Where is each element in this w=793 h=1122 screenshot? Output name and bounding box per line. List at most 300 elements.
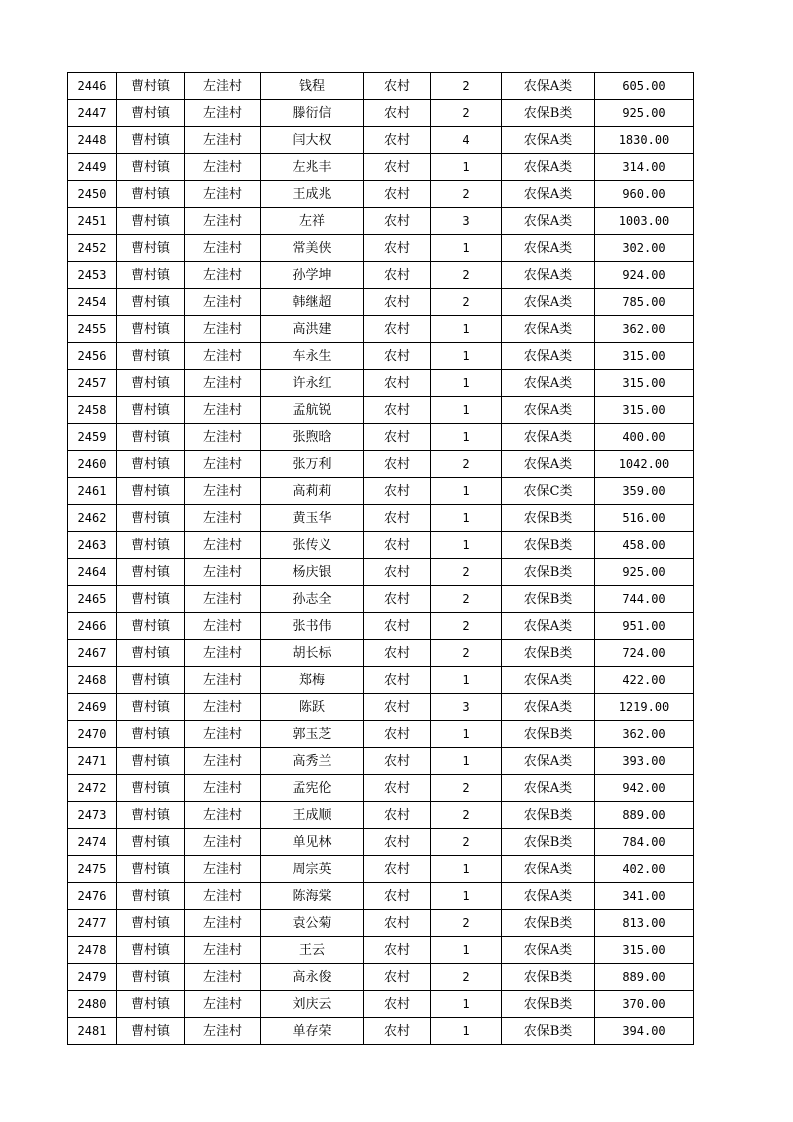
table-row bbox=[68, 316, 694, 343]
name-cell: 陈跃 bbox=[261, 694, 364, 721]
member-count-cell: 2 bbox=[431, 73, 502, 100]
town-cell: 曹村镇 bbox=[117, 856, 185, 883]
town-cell: 曹村镇 bbox=[117, 397, 185, 424]
row-number-cell: 2452 bbox=[68, 235, 117, 262]
table-row bbox=[68, 154, 694, 181]
town-cell: 曹村镇 bbox=[117, 316, 185, 343]
name-cell: 单存荣 bbox=[261, 1018, 364, 1045]
amount-cell: 315.00 bbox=[595, 937, 694, 964]
member-count-cell: 2 bbox=[431, 559, 502, 586]
name-cell: 单见林 bbox=[261, 829, 364, 856]
name-cell: 杨庆银 bbox=[261, 559, 364, 586]
row-number-cell: 2481 bbox=[68, 1018, 117, 1045]
village-cell: 左洼村 bbox=[185, 613, 261, 640]
category-cell: 农保B类 bbox=[502, 640, 595, 667]
village-cell: 左洼村 bbox=[185, 451, 261, 478]
row-number-cell: 2479 bbox=[68, 964, 117, 991]
row-number-cell: 2480 bbox=[68, 991, 117, 1018]
town-cell: 曹村镇 bbox=[117, 154, 185, 181]
village-cell: 左洼村 bbox=[185, 208, 261, 235]
amount-cell: 925.00 bbox=[595, 559, 694, 586]
village-cell: 左洼村 bbox=[185, 289, 261, 316]
town-cell: 曹村镇 bbox=[117, 640, 185, 667]
name-cell: 胡长标 bbox=[261, 640, 364, 667]
village-cell: 左洼村 bbox=[185, 370, 261, 397]
name-cell: 王成兆 bbox=[261, 181, 364, 208]
category-cell: 农保A类 bbox=[502, 856, 595, 883]
town-cell: 曹村镇 bbox=[117, 748, 185, 775]
village-cell: 左洼村 bbox=[185, 640, 261, 667]
amount-cell: 784.00 bbox=[595, 829, 694, 856]
name-cell: 黄玉华 bbox=[261, 505, 364, 532]
village-cell: 左洼村 bbox=[185, 424, 261, 451]
amount-cell: 889.00 bbox=[595, 964, 694, 991]
row-number-cell: 2476 bbox=[68, 883, 117, 910]
member-count-cell: 2 bbox=[431, 289, 502, 316]
town-cell: 曹村镇 bbox=[117, 883, 185, 910]
category-cell: 农保A类 bbox=[502, 667, 595, 694]
area-type-cell: 农村 bbox=[364, 316, 431, 343]
area-type-cell: 农村 bbox=[364, 235, 431, 262]
village-cell: 左洼村 bbox=[185, 586, 261, 613]
village-cell: 左洼村 bbox=[185, 127, 261, 154]
member-count-cell: 1 bbox=[431, 478, 502, 505]
category-cell: 农保A类 bbox=[502, 775, 595, 802]
area-type-cell: 农村 bbox=[364, 397, 431, 424]
row-number-cell: 2463 bbox=[68, 532, 117, 559]
member-count-cell: 1 bbox=[431, 154, 502, 181]
table-row bbox=[68, 424, 694, 451]
row-number-cell: 2467 bbox=[68, 640, 117, 667]
name-cell: 孟宪伦 bbox=[261, 775, 364, 802]
row-number-cell: 2464 bbox=[68, 559, 117, 586]
town-cell: 曹村镇 bbox=[117, 532, 185, 559]
table-row bbox=[68, 397, 694, 424]
town-cell: 曹村镇 bbox=[117, 73, 185, 100]
name-cell: 滕衍信 bbox=[261, 100, 364, 127]
town-cell: 曹村镇 bbox=[117, 694, 185, 721]
village-cell: 左洼村 bbox=[185, 181, 261, 208]
table-row bbox=[68, 289, 694, 316]
town-cell: 曹村镇 bbox=[117, 829, 185, 856]
category-cell: 农保B类 bbox=[502, 532, 595, 559]
name-cell: 郭玉芝 bbox=[261, 721, 364, 748]
row-number-cell: 2454 bbox=[68, 289, 117, 316]
row-number-cell: 2449 bbox=[68, 154, 117, 181]
area-type-cell: 农村 bbox=[364, 856, 431, 883]
name-cell: 车永生 bbox=[261, 343, 364, 370]
village-cell: 左洼村 bbox=[185, 802, 261, 829]
category-cell: 农保A类 bbox=[502, 883, 595, 910]
member-count-cell: 1 bbox=[431, 937, 502, 964]
town-cell: 曹村镇 bbox=[117, 586, 185, 613]
amount-cell: 302.00 bbox=[595, 235, 694, 262]
row-number-cell: 2468 bbox=[68, 667, 117, 694]
amount-cell: 785.00 bbox=[595, 289, 694, 316]
village-cell: 左洼村 bbox=[185, 964, 261, 991]
amount-cell: 422.00 bbox=[595, 667, 694, 694]
category-cell: 农保A类 bbox=[502, 748, 595, 775]
row-number-cell: 2455 bbox=[68, 316, 117, 343]
village-cell: 左洼村 bbox=[185, 667, 261, 694]
row-number-cell: 2453 bbox=[68, 262, 117, 289]
member-count-cell: 2 bbox=[431, 100, 502, 127]
town-cell: 曹村镇 bbox=[117, 937, 185, 964]
area-type-cell: 农村 bbox=[364, 640, 431, 667]
name-cell: 常美侠 bbox=[261, 235, 364, 262]
area-type-cell: 农村 bbox=[364, 424, 431, 451]
name-cell: 左兆丰 bbox=[261, 154, 364, 181]
amount-cell: 813.00 bbox=[595, 910, 694, 937]
table-row bbox=[68, 721, 694, 748]
table-row bbox=[68, 208, 694, 235]
amount-cell: 458.00 bbox=[595, 532, 694, 559]
name-cell: 左祥 bbox=[261, 208, 364, 235]
category-cell: 农保A类 bbox=[502, 208, 595, 235]
village-cell: 左洼村 bbox=[185, 154, 261, 181]
row-number-cell: 2459 bbox=[68, 424, 117, 451]
member-count-cell: 2 bbox=[431, 910, 502, 937]
category-cell: 农保A类 bbox=[502, 937, 595, 964]
area-type-cell: 农村 bbox=[364, 721, 431, 748]
amount-cell: 400.00 bbox=[595, 424, 694, 451]
amount-cell: 960.00 bbox=[595, 181, 694, 208]
member-count-cell: 1 bbox=[431, 856, 502, 883]
table-row bbox=[68, 829, 694, 856]
table-row bbox=[68, 73, 694, 100]
member-count-cell: 1 bbox=[431, 370, 502, 397]
name-cell: 刘庆云 bbox=[261, 991, 364, 1018]
amount-cell: 1219.00 bbox=[595, 694, 694, 721]
row-number-cell: 2466 bbox=[68, 613, 117, 640]
category-cell: 农保A类 bbox=[502, 262, 595, 289]
area-type-cell: 农村 bbox=[364, 613, 431, 640]
table-row bbox=[68, 100, 694, 127]
area-type-cell: 农村 bbox=[364, 937, 431, 964]
amount-cell: 315.00 bbox=[595, 370, 694, 397]
row-number-cell: 2451 bbox=[68, 208, 117, 235]
row-number-cell: 2446 bbox=[68, 73, 117, 100]
category-cell: 农保A类 bbox=[502, 451, 595, 478]
category-cell: 农保B类 bbox=[502, 802, 595, 829]
amount-cell: 924.00 bbox=[595, 262, 694, 289]
table-row bbox=[68, 478, 694, 505]
amount-cell: 951.00 bbox=[595, 613, 694, 640]
amount-cell: 362.00 bbox=[595, 721, 694, 748]
town-cell: 曹村镇 bbox=[117, 235, 185, 262]
area-type-cell: 农村 bbox=[364, 73, 431, 100]
village-cell: 左洼村 bbox=[185, 262, 261, 289]
amount-cell: 724.00 bbox=[595, 640, 694, 667]
name-cell: 高洪建 bbox=[261, 316, 364, 343]
category-cell: 农保A类 bbox=[502, 235, 595, 262]
row-number-cell: 2477 bbox=[68, 910, 117, 937]
town-cell: 曹村镇 bbox=[117, 262, 185, 289]
table-row bbox=[68, 937, 694, 964]
row-number-cell: 2470 bbox=[68, 721, 117, 748]
category-cell: 农保A类 bbox=[502, 694, 595, 721]
area-type-cell: 农村 bbox=[364, 667, 431, 694]
name-cell: 王成顺 bbox=[261, 802, 364, 829]
member-count-cell: 1 bbox=[431, 424, 502, 451]
village-cell: 左洼村 bbox=[185, 856, 261, 883]
category-cell: 农保B类 bbox=[502, 100, 595, 127]
member-count-cell: 2 bbox=[431, 586, 502, 613]
table-row bbox=[68, 748, 694, 775]
member-count-cell: 3 bbox=[431, 208, 502, 235]
town-cell: 曹村镇 bbox=[117, 775, 185, 802]
village-cell: 左洼村 bbox=[185, 694, 261, 721]
name-cell: 高秀兰 bbox=[261, 748, 364, 775]
member-count-cell: 2 bbox=[431, 181, 502, 208]
town-cell: 曹村镇 bbox=[117, 1018, 185, 1045]
amount-cell: 1830.00 bbox=[595, 127, 694, 154]
village-cell: 左洼村 bbox=[185, 883, 261, 910]
member-count-cell: 1 bbox=[431, 667, 502, 694]
name-cell: 高莉莉 bbox=[261, 478, 364, 505]
name-cell: 高永俊 bbox=[261, 964, 364, 991]
member-count-cell: 2 bbox=[431, 829, 502, 856]
town-cell: 曹村镇 bbox=[117, 181, 185, 208]
row-number-cell: 2448 bbox=[68, 127, 117, 154]
category-cell: 农保A类 bbox=[502, 289, 595, 316]
area-type-cell: 农村 bbox=[364, 208, 431, 235]
name-cell: 许永红 bbox=[261, 370, 364, 397]
table-row bbox=[68, 586, 694, 613]
category-cell: 农保A类 bbox=[502, 73, 595, 100]
member-count-cell: 1 bbox=[431, 505, 502, 532]
town-cell: 曹村镇 bbox=[117, 208, 185, 235]
amount-cell: 341.00 bbox=[595, 883, 694, 910]
village-cell: 左洼村 bbox=[185, 937, 261, 964]
row-number-cell: 2473 bbox=[68, 802, 117, 829]
area-type-cell: 农村 bbox=[364, 532, 431, 559]
table-row bbox=[68, 694, 694, 721]
village-cell: 左洼村 bbox=[185, 73, 261, 100]
category-cell: 农保A类 bbox=[502, 316, 595, 343]
area-type-cell: 农村 bbox=[364, 451, 431, 478]
village-cell: 左洼村 bbox=[185, 235, 261, 262]
category-cell: 农保B类 bbox=[502, 586, 595, 613]
table-row bbox=[68, 262, 694, 289]
name-cell: 张传义 bbox=[261, 532, 364, 559]
amount-cell: 605.00 bbox=[595, 73, 694, 100]
town-cell: 曹村镇 bbox=[117, 667, 185, 694]
table-row bbox=[68, 1018, 694, 1045]
table-body bbox=[68, 73, 694, 1045]
member-count-cell: 1 bbox=[431, 532, 502, 559]
amount-cell: 394.00 bbox=[595, 1018, 694, 1045]
category-cell: 农保A类 bbox=[502, 127, 595, 154]
area-type-cell: 农村 bbox=[364, 991, 431, 1018]
member-count-cell: 2 bbox=[431, 775, 502, 802]
category-cell: 农保B类 bbox=[502, 964, 595, 991]
town-cell: 曹村镇 bbox=[117, 127, 185, 154]
category-cell: 农保B类 bbox=[502, 991, 595, 1018]
row-number-cell: 2458 bbox=[68, 397, 117, 424]
category-cell: 农保A类 bbox=[502, 397, 595, 424]
village-cell: 左洼村 bbox=[185, 532, 261, 559]
village-cell: 左洼村 bbox=[185, 775, 261, 802]
amount-cell: 925.00 bbox=[595, 100, 694, 127]
table-row bbox=[68, 613, 694, 640]
name-cell: 孟航锐 bbox=[261, 397, 364, 424]
amount-cell: 402.00 bbox=[595, 856, 694, 883]
member-count-cell: 2 bbox=[431, 640, 502, 667]
table-row bbox=[68, 964, 694, 991]
area-type-cell: 农村 bbox=[364, 559, 431, 586]
area-type-cell: 农村 bbox=[364, 127, 431, 154]
amount-cell: 362.00 bbox=[595, 316, 694, 343]
area-type-cell: 农村 bbox=[364, 775, 431, 802]
table-row bbox=[68, 559, 694, 586]
table-row bbox=[68, 181, 694, 208]
village-cell: 左洼村 bbox=[185, 829, 261, 856]
area-type-cell: 农村 bbox=[364, 829, 431, 856]
town-cell: 曹村镇 bbox=[117, 991, 185, 1018]
village-cell: 左洼村 bbox=[185, 478, 261, 505]
town-cell: 曹村镇 bbox=[117, 451, 185, 478]
member-count-cell: 2 bbox=[431, 451, 502, 478]
member-count-cell: 2 bbox=[431, 613, 502, 640]
row-number-cell: 2447 bbox=[68, 100, 117, 127]
table-row bbox=[68, 667, 694, 694]
row-number-cell: 2471 bbox=[68, 748, 117, 775]
row-number-cell: 2450 bbox=[68, 181, 117, 208]
table-row bbox=[68, 802, 694, 829]
area-type-cell: 农村 bbox=[364, 181, 431, 208]
member-count-cell: 1 bbox=[431, 397, 502, 424]
area-type-cell: 农村 bbox=[364, 883, 431, 910]
category-cell: 农保B类 bbox=[502, 559, 595, 586]
name-cell: 闫大权 bbox=[261, 127, 364, 154]
table-row bbox=[68, 532, 694, 559]
area-type-cell: 农村 bbox=[364, 964, 431, 991]
member-count-cell: 2 bbox=[431, 964, 502, 991]
village-cell: 左洼村 bbox=[185, 343, 261, 370]
roster-table bbox=[67, 72, 694, 1045]
town-cell: 曹村镇 bbox=[117, 559, 185, 586]
category-cell: 农保A类 bbox=[502, 181, 595, 208]
row-number-cell: 2469 bbox=[68, 694, 117, 721]
row-number-cell: 2472 bbox=[68, 775, 117, 802]
name-cell: 孙志全 bbox=[261, 586, 364, 613]
area-type-cell: 农村 bbox=[364, 154, 431, 181]
table-row bbox=[68, 640, 694, 667]
table-row bbox=[68, 451, 694, 478]
town-cell: 曹村镇 bbox=[117, 721, 185, 748]
table-row bbox=[68, 856, 694, 883]
amount-cell: 889.00 bbox=[595, 802, 694, 829]
area-type-cell: 农村 bbox=[364, 505, 431, 532]
amount-cell: 516.00 bbox=[595, 505, 694, 532]
area-type-cell: 农村 bbox=[364, 289, 431, 316]
amount-cell: 744.00 bbox=[595, 586, 694, 613]
amount-cell: 314.00 bbox=[595, 154, 694, 181]
village-cell: 左洼村 bbox=[185, 748, 261, 775]
row-number-cell: 2462 bbox=[68, 505, 117, 532]
member-count-cell: 1 bbox=[431, 343, 502, 370]
table-row bbox=[68, 370, 694, 397]
area-type-cell: 农村 bbox=[364, 694, 431, 721]
name-cell: 陈海棠 bbox=[261, 883, 364, 910]
town-cell: 曹村镇 bbox=[117, 289, 185, 316]
area-type-cell: 农村 bbox=[364, 370, 431, 397]
village-cell: 左洼村 bbox=[185, 721, 261, 748]
area-type-cell: 农村 bbox=[364, 100, 431, 127]
name-cell: 张万利 bbox=[261, 451, 364, 478]
table-row bbox=[68, 235, 694, 262]
member-count-cell: 2 bbox=[431, 802, 502, 829]
amount-cell: 393.00 bbox=[595, 748, 694, 775]
town-cell: 曹村镇 bbox=[117, 370, 185, 397]
member-count-cell: 4 bbox=[431, 127, 502, 154]
name-cell: 张煦晗 bbox=[261, 424, 364, 451]
amount-cell: 315.00 bbox=[595, 343, 694, 370]
member-count-cell: 1 bbox=[431, 991, 502, 1018]
member-count-cell: 1 bbox=[431, 235, 502, 262]
village-cell: 左洼村 bbox=[185, 1018, 261, 1045]
area-type-cell: 农村 bbox=[364, 343, 431, 370]
name-cell: 袁公菊 bbox=[261, 910, 364, 937]
town-cell: 曹村镇 bbox=[117, 100, 185, 127]
area-type-cell: 农村 bbox=[364, 586, 431, 613]
table-row bbox=[68, 910, 694, 937]
amount-cell: 942.00 bbox=[595, 775, 694, 802]
amount-cell: 1003.00 bbox=[595, 208, 694, 235]
category-cell: 农保A类 bbox=[502, 154, 595, 181]
table-row bbox=[68, 775, 694, 802]
row-number-cell: 2461 bbox=[68, 478, 117, 505]
table-row bbox=[68, 883, 694, 910]
row-number-cell: 2460 bbox=[68, 451, 117, 478]
category-cell: 农保B类 bbox=[502, 721, 595, 748]
village-cell: 左洼村 bbox=[185, 397, 261, 424]
amount-cell: 370.00 bbox=[595, 991, 694, 1018]
name-cell: 周宗英 bbox=[261, 856, 364, 883]
village-cell: 左洼村 bbox=[185, 316, 261, 343]
row-number-cell: 2457 bbox=[68, 370, 117, 397]
village-cell: 左洼村 bbox=[185, 559, 261, 586]
row-number-cell: 2474 bbox=[68, 829, 117, 856]
category-cell: 农保A类 bbox=[502, 370, 595, 397]
amount-cell: 315.00 bbox=[595, 397, 694, 424]
category-cell: 农保B类 bbox=[502, 1018, 595, 1045]
category-cell: 农保B类 bbox=[502, 910, 595, 937]
area-type-cell: 农村 bbox=[364, 910, 431, 937]
member-count-cell: 1 bbox=[431, 883, 502, 910]
row-number-cell: 2465 bbox=[68, 586, 117, 613]
member-count-cell: 1 bbox=[431, 721, 502, 748]
category-cell: 农保A类 bbox=[502, 424, 595, 451]
area-type-cell: 农村 bbox=[364, 478, 431, 505]
table-row bbox=[68, 991, 694, 1018]
town-cell: 曹村镇 bbox=[117, 802, 185, 829]
town-cell: 曹村镇 bbox=[117, 910, 185, 937]
name-cell: 孙学坤 bbox=[261, 262, 364, 289]
name-cell: 韩继超 bbox=[261, 289, 364, 316]
area-type-cell: 农村 bbox=[364, 262, 431, 289]
town-cell: 曹村镇 bbox=[117, 478, 185, 505]
name-cell: 张书伟 bbox=[261, 613, 364, 640]
amount-cell: 359.00 bbox=[595, 478, 694, 505]
category-cell: 农保C类 bbox=[502, 478, 595, 505]
row-number-cell: 2475 bbox=[68, 856, 117, 883]
town-cell: 曹村镇 bbox=[117, 343, 185, 370]
table-row bbox=[68, 343, 694, 370]
town-cell: 曹村镇 bbox=[117, 613, 185, 640]
category-cell: 农保A类 bbox=[502, 613, 595, 640]
